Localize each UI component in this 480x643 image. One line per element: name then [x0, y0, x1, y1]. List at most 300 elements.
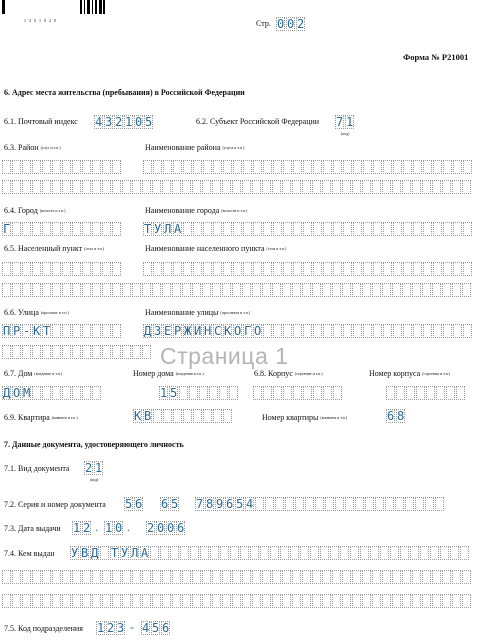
subject-code-field[interactable]	[335, 115, 355, 129]
char-cell	[252, 283, 261, 297]
char-cell	[183, 409, 192, 423]
char-cell	[403, 262, 412, 276]
char-cell	[443, 324, 452, 338]
char-cell	[193, 262, 202, 276]
flat-number-field[interactable]	[386, 409, 406, 423]
char-cell	[263, 222, 272, 236]
locality-label: 6.5. Населенный пункт (село и т.п.)	[4, 244, 105, 253]
char-cell	[32, 345, 41, 359]
char-cell	[463, 160, 472, 174]
char-cell	[252, 570, 261, 584]
date-separator: .	[127, 520, 130, 534]
char-cell	[252, 180, 261, 194]
issued-by-field-line-3[interactable]	[2, 594, 472, 608]
locality-name-label: Наименование населенного пункта (села и т.п.)	[145, 244, 287, 253]
char-cell: Л	[131, 546, 139, 560]
char-cell: 5	[125, 497, 133, 511]
char-cell	[203, 409, 212, 423]
locality-type-field[interactable]	[2, 262, 122, 276]
char-cell	[212, 570, 221, 584]
char-cell	[182, 570, 191, 584]
page-number	[276, 17, 306, 31]
street-type-field[interactable]	[2, 324, 122, 338]
char-cell	[100, 546, 109, 560]
char-cell	[102, 180, 111, 194]
char-cell	[283, 324, 292, 338]
char-cell	[173, 409, 182, 423]
char-cell	[160, 546, 169, 560]
char-cell: П	[3, 324, 11, 338]
issue-year-field[interactable]	[146, 521, 186, 535]
char-cell: У	[154, 222, 162, 236]
subdivision-field-a[interactable]	[96, 621, 126, 635]
char-cell	[453, 222, 462, 236]
char-cell	[182, 180, 191, 194]
doc-type-field[interactable]	[84, 461, 104, 475]
char-cell	[263, 262, 272, 276]
char-cell	[52, 283, 61, 297]
street-name-label: Наименование улицы (проспекта и т.п.)	[145, 308, 251, 317]
char-cell	[172, 180, 181, 194]
district-type-field[interactable]	[2, 160, 122, 174]
district-label: 6.3. Район (улус и т.п.)	[4, 143, 61, 152]
char-cell	[423, 160, 432, 174]
char-cell: 6	[162, 621, 170, 635]
char-cell	[382, 570, 391, 584]
char-cell	[323, 386, 332, 400]
city-name-field[interactable]	[143, 222, 473, 236]
char-cell	[345, 497, 354, 511]
char-cell: 4	[246, 497, 254, 511]
char-cell	[142, 570, 151, 584]
doc-type-label: 7.1. Вид документа	[4, 464, 70, 473]
char-cell	[223, 262, 232, 276]
char-cell	[442, 283, 451, 297]
char-cell	[332, 594, 341, 608]
char-cell	[102, 594, 111, 608]
char-cell	[340, 546, 349, 560]
char-cell	[382, 594, 391, 608]
char-cell: 0	[135, 115, 143, 129]
char-cell: Р	[13, 324, 21, 338]
char-cell: К	[33, 324, 41, 338]
char-cell	[380, 546, 389, 560]
flat-label: 6.9. Квартира (комната и т.п.)	[4, 413, 78, 422]
char-cell	[333, 160, 342, 174]
char-cell	[233, 222, 242, 236]
char-cell	[420, 546, 429, 560]
char-cell	[62, 570, 71, 584]
char-cell	[153, 262, 162, 276]
char-cell	[443, 160, 452, 174]
char-cell	[72, 345, 81, 359]
char-cell	[303, 324, 312, 338]
char-cell	[150, 546, 159, 560]
char-cell	[42, 345, 51, 359]
char-cell	[442, 594, 451, 608]
char-cell	[270, 546, 279, 560]
char-cell	[82, 345, 91, 359]
char-cell	[453, 160, 462, 174]
postal-index-field[interactable]	[94, 115, 154, 129]
char-cell	[219, 386, 228, 400]
char-cell	[112, 262, 121, 276]
char-cell	[255, 497, 264, 511]
char-cell	[222, 570, 231, 584]
locality-name-field-line-2[interactable]	[2, 283, 472, 297]
char-cell	[22, 160, 31, 174]
char-cell: Д	[91, 546, 99, 560]
house-type-field[interactable]	[2, 386, 102, 400]
char-cell	[403, 222, 412, 236]
char-cell	[312, 283, 321, 297]
char-cell	[62, 345, 71, 359]
char-cell	[320, 546, 329, 560]
char-cell	[32, 262, 41, 276]
char-cell	[180, 546, 189, 560]
char-cell	[112, 283, 121, 297]
char-cell	[172, 283, 181, 297]
char-cell	[260, 546, 269, 560]
issue-date-label: 7.3. Дата выдачи	[4, 524, 61, 533]
char-cell	[253, 386, 262, 400]
char-cell	[132, 283, 141, 297]
char-cell: 3	[105, 115, 113, 129]
char-cell	[72, 262, 81, 276]
char-cell	[443, 262, 452, 276]
char-cell	[332, 570, 341, 584]
char-cell	[292, 594, 301, 608]
char-cell	[142, 594, 151, 608]
street-name-field-line-2[interactable]	[2, 345, 152, 359]
char-cell	[423, 262, 432, 276]
char-cell	[440, 546, 449, 560]
char-cell	[283, 160, 292, 174]
char-cell	[192, 180, 201, 194]
char-cell: О	[254, 324, 262, 338]
char-cell	[352, 594, 361, 608]
char-cell	[162, 180, 171, 194]
char-cell	[403, 160, 412, 174]
house-number-field[interactable]	[159, 386, 239, 400]
char-cell: 1	[346, 115, 354, 129]
char-cell	[32, 222, 41, 236]
char-cell	[426, 386, 435, 400]
char-cell	[362, 180, 371, 194]
char-cell	[373, 222, 382, 236]
char-cell	[372, 570, 381, 584]
char-cell	[456, 386, 465, 400]
building-label: 6.8. Корпус (строение и т.п.)	[254, 369, 323, 378]
char-cell	[223, 409, 232, 423]
char-cell	[2, 570, 11, 584]
char-cell: 6	[135, 497, 143, 511]
date-separator: .	[95, 520, 98, 534]
char-cell: 0	[167, 521, 175, 535]
barcode	[2, 0, 106, 20]
char-cell	[333, 222, 342, 236]
char-cell	[460, 546, 469, 560]
char-cell	[313, 262, 322, 276]
char-cell	[22, 345, 31, 359]
char-cell	[350, 546, 359, 560]
char-cell	[202, 283, 211, 297]
building-number-field[interactable]	[386, 386, 466, 400]
char-cell	[412, 283, 421, 297]
char-cell: 0	[277, 17, 285, 31]
char-cell	[82, 324, 91, 338]
char-cell	[233, 160, 242, 174]
char-cell	[412, 570, 421, 584]
char-cell	[362, 283, 371, 297]
char-cell	[293, 262, 302, 276]
char-cell	[220, 546, 229, 560]
char-cell	[372, 180, 381, 194]
char-cell	[263, 160, 272, 174]
char-cell	[52, 222, 61, 236]
char-cell	[102, 262, 111, 276]
char-cell	[112, 160, 121, 174]
char-cell	[422, 283, 431, 297]
char-cell	[193, 409, 202, 423]
char-cell	[312, 570, 321, 584]
locality-name-field[interactable]	[143, 262, 473, 276]
barcode-number: 1 3 0 1 0 2 0	[24, 18, 57, 23]
char-cell	[42, 262, 51, 276]
char-cell	[243, 262, 252, 276]
char-cell	[183, 160, 192, 174]
char-cell	[362, 570, 371, 584]
char-cell: О	[234, 324, 242, 338]
char-cell	[462, 180, 471, 194]
char-cell	[343, 262, 352, 276]
char-cell	[152, 180, 161, 194]
char-cell	[163, 409, 172, 423]
char-cell	[152, 283, 161, 297]
char-cell	[92, 570, 101, 584]
char-cell	[285, 497, 294, 511]
char-cell: 2	[297, 17, 305, 31]
char-cell: Д	[144, 324, 152, 338]
char-cell	[422, 594, 431, 608]
char-cell: 2	[85, 461, 93, 475]
subdivision-field-b[interactable]	[141, 621, 171, 635]
char-cell	[52, 570, 61, 584]
char-cell	[262, 570, 271, 584]
char-cell	[92, 222, 101, 236]
char-cell	[242, 570, 251, 584]
series-field-a[interactable]	[124, 497, 144, 511]
section-6-title: 6. Адрес места жительства (пребывания) в Российской Федерации	[4, 88, 245, 97]
char-cell	[423, 324, 432, 338]
char-cell	[122, 345, 131, 359]
char-cell	[62, 594, 71, 608]
char-cell: К	[224, 324, 232, 338]
char-cell	[313, 386, 322, 400]
char-cell	[312, 594, 321, 608]
char-cell	[102, 222, 111, 236]
issued-by-field[interactable]	[70, 546, 470, 560]
building-type-field[interactable]	[253, 386, 343, 400]
issue-day-field[interactable]	[72, 521, 92, 535]
char-cell	[112, 594, 121, 608]
char-cell	[373, 262, 382, 276]
char-cell: 1	[105, 521, 113, 535]
char-cell	[203, 160, 212, 174]
char-cell	[432, 180, 441, 194]
char-cell	[62, 222, 71, 236]
street-name-field[interactable]	[143, 324, 473, 338]
char-cell	[415, 497, 424, 511]
char-cell	[322, 283, 331, 297]
char-cell: -	[23, 324, 31, 338]
char-cell	[72, 222, 81, 236]
char-cell: Г	[244, 324, 252, 338]
district-name-field-line-2[interactable]	[2, 180, 472, 194]
issue-month-field[interactable]	[104, 521, 124, 535]
char-cell	[405, 497, 414, 511]
char-cell: 5	[145, 115, 153, 129]
subdivision-label: 7.5. Код подразделения	[4, 624, 83, 633]
char-cell	[463, 324, 472, 338]
char-cell	[12, 345, 21, 359]
subdivision-dash: -	[130, 620, 134, 634]
char-cell	[182, 283, 191, 297]
char-cell	[452, 570, 461, 584]
char-cell	[302, 570, 311, 584]
char-cell	[302, 283, 311, 297]
char-cell	[305, 497, 314, 511]
series-label: 7.2. Серия и номер документа	[4, 500, 106, 509]
char-cell	[353, 262, 362, 276]
char-cell	[232, 570, 241, 584]
char-cell	[273, 324, 282, 338]
char-cell	[82, 180, 91, 194]
city-type-field[interactable]	[2, 222, 122, 236]
char-cell	[462, 570, 471, 584]
char-cell: 1	[95, 461, 103, 475]
char-cell: 2	[147, 521, 155, 535]
char-cell	[253, 160, 262, 174]
char-cell: 0	[115, 521, 123, 535]
char-cell: 2	[115, 115, 123, 129]
char-cell	[393, 160, 402, 174]
char-cell	[463, 262, 472, 276]
char-cell	[402, 180, 411, 194]
char-cell	[72, 570, 81, 584]
char-cell	[265, 497, 274, 511]
char-cell	[42, 386, 51, 400]
char-cell	[416, 386, 425, 400]
char-cell	[373, 160, 382, 174]
char-cell	[242, 283, 251, 297]
char-cell: З	[154, 324, 162, 338]
char-cell	[393, 262, 402, 276]
flat-type-field[interactable]	[133, 409, 233, 423]
char-cell	[72, 180, 81, 194]
char-cell	[396, 386, 405, 400]
char-cell	[222, 180, 231, 194]
char-cell	[62, 283, 71, 297]
char-cell	[343, 222, 352, 236]
char-cell	[52, 386, 61, 400]
char-cell	[322, 594, 331, 608]
char-cell	[142, 345, 151, 359]
char-cell	[42, 594, 51, 608]
char-cell	[413, 324, 422, 338]
char-cell	[365, 497, 374, 511]
char-cell	[112, 180, 121, 194]
char-cell	[425, 497, 434, 511]
char-cell	[282, 570, 291, 584]
char-cell	[223, 160, 232, 174]
char-cell	[332, 180, 341, 194]
street-label: 6.6. Улица (проспект и т.п.)	[4, 308, 69, 317]
char-cell	[189, 386, 198, 400]
char-cell	[242, 180, 251, 194]
char-cell: В	[144, 409, 152, 423]
series-field-b[interactable]	[160, 497, 180, 511]
char-cell	[42, 222, 51, 236]
char-cell	[82, 386, 91, 400]
char-cell: 6	[226, 497, 234, 511]
char-cell	[112, 570, 121, 584]
char-cell	[303, 160, 312, 174]
char-cell: 1	[97, 621, 105, 635]
char-cell	[92, 594, 101, 608]
char-cell	[163, 262, 172, 276]
char-cell	[183, 222, 192, 236]
char-cell	[22, 283, 31, 297]
char-cell	[290, 546, 299, 560]
series-number-field[interactable]	[195, 497, 445, 511]
char-cell	[132, 594, 141, 608]
char-cell: 2	[83, 521, 91, 535]
char-cell	[42, 283, 51, 297]
char-cell: 6	[177, 521, 185, 535]
char-cell: 1	[125, 115, 133, 129]
char-cell: Ж	[184, 324, 192, 338]
char-cell	[312, 180, 321, 194]
char-cell	[222, 283, 231, 297]
char-cell	[62, 160, 71, 174]
char-cell	[353, 222, 362, 236]
char-cell	[382, 180, 391, 194]
char-cell: Д	[3, 386, 11, 400]
district-name-field[interactable]	[143, 160, 473, 174]
char-cell	[182, 594, 191, 608]
building-number-label: Номер корпуса (строения и т.п.)	[369, 369, 451, 378]
char-cell	[372, 283, 381, 297]
char-cell	[223, 222, 232, 236]
char-cell	[302, 180, 311, 194]
char-cell	[52, 345, 61, 359]
char-cell	[12, 570, 21, 584]
char-cell: С	[214, 324, 222, 338]
char-cell: У	[71, 546, 79, 560]
issued-by-field-line-2[interactable]	[2, 570, 472, 584]
char-cell	[272, 594, 281, 608]
char-cell	[162, 570, 171, 584]
char-cell	[222, 594, 231, 608]
char-cell	[213, 409, 222, 423]
char-cell	[263, 386, 272, 400]
char-cell	[170, 546, 179, 560]
char-cell	[213, 262, 222, 276]
char-cell	[283, 386, 292, 400]
page-watermark: Страница 1	[160, 343, 289, 369]
char-cell	[413, 262, 422, 276]
